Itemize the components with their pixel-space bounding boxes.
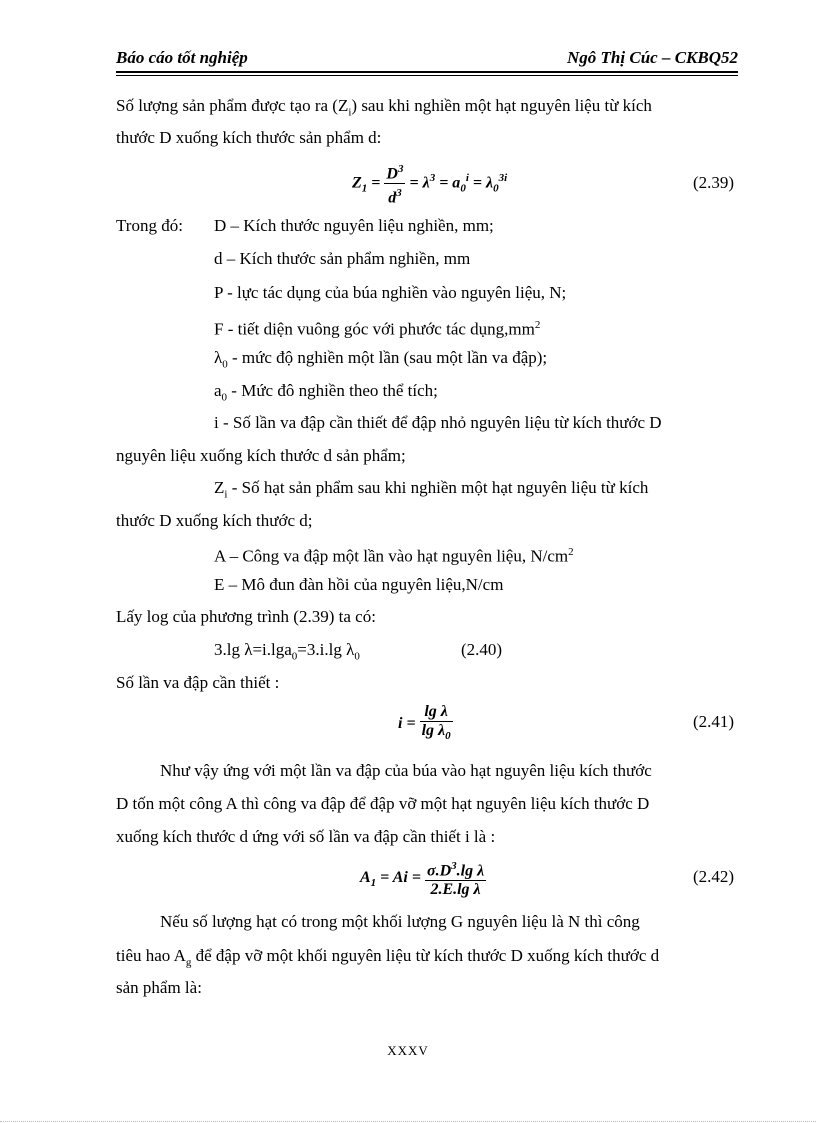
def-lambda0: $\lambda_0$ - mức độ nghiền một lần (sau một lần va đập); [214,348,548,371]
def-Zi: $Z_i$ - Số hạt sản phẩm sau khi nghiền một hạt nguyên liệu từ kích [214,478,649,501]
equation-2-41: i = $\frac{\text{lg λ}}{\lg \lambda_0}$ [398,703,451,743]
para1-line2: thước D xuống kích thước sản phẩm d: [116,128,382,147]
equation-2-42-number: (2.42) [693,867,735,886]
header-rule-thick [116,71,738,73]
def-i: i - Số lần va đập cần thiết để đập nhỏ nguyên liệu từ kích thước D [214,413,662,432]
header-report-title: Báo cáo tốt nghiệp [116,48,248,67]
para1-line1: Số lượng sản phẩm được tạo ra $(Z_i)$ sau khi nghiền một hạt nguyên liệu từ kích [116,96,652,119]
header-rule-thin [116,75,738,76]
page-bottom-border [0,1121,816,1122]
header-author: Ngô Thị Cúc – CKBQ52 [567,48,738,67]
para3-line2: tiêu hao $A_g$ để đập vỡ một khối nguyên liệu từ kích thước D xuống kích thước d [116,946,660,969]
def-D: D – Kích thước nguyên liệu nghiền, mm; [214,216,494,235]
def-a0: $a_0$ - Mức đô nghiền theo thể tích; [214,381,438,404]
def-Zi-cont: thước D xuống kích thước d; [116,511,313,530]
count-intro: Số lần va đập cần thiết : [116,673,280,692]
equation-2-42: $A_1 = Ai$ = $\frac{\sigma.D^3.\lg \lambda}{\text{2.E.lg λ}}$ [360,857,486,899]
equation-2-40-number: (2.40) [461,640,503,659]
page-number: XXXV [387,1043,429,1058]
para3-line3: sản phẩm là: [116,978,202,997]
def-F: F - tiết diện vuông góc với phước tác $dụng,mm^2$ [214,319,541,339]
page-header [116,46,738,72]
equation-2-39: $Z_1$ = $\frac{D^3}{d^3}$ = $\lambda^3 = a_0^i = \lambda_0^{3i}$ [352,160,507,208]
defs-lead: Trong đó: [116,216,183,235]
def-E: E – Mô đun đàn hồi của nguyên liệu,N/cm [214,575,504,594]
def-P: P - lực tác dụng của búa nghiền vào nguyên liệu, N; [214,283,567,302]
def-d: d – Kích thước sản phẩm nghiền, mm [214,249,471,268]
def-i-cont: nguyên liệu xuống kích thước d sản phẩm; [116,446,406,465]
para2-line2: D tốn một công A thì công va đập để đập vỡ một hạt nguyên liệu kích thước D [116,794,650,813]
equation-2-40: 3.lg λ=i.lga$_0$=3.i.lg $\lambda_0$ [214,640,360,663]
para2-line3: xuống kích thước d ứng với số lần va đập cần thiết i là : [116,827,496,846]
log-intro: Lấy log của phương trình (2.39) ta có: [116,607,376,626]
def-A: A – Công va đập một lần vào hạt nguyên liệu, $N/cm^2$ [214,546,574,566]
equation-2-39-number: (2.39) [693,173,735,192]
para2-line1: Như vậy ứng với một lần va đập của búa vào hạt nguyên liệu kích thước [160,761,652,780]
equation-2-41-number: (2.41) [693,712,735,731]
para3-line1: Nếu số lượng hạt có trong một khối lượng G nguyên liệu là N thì công [160,912,640,931]
